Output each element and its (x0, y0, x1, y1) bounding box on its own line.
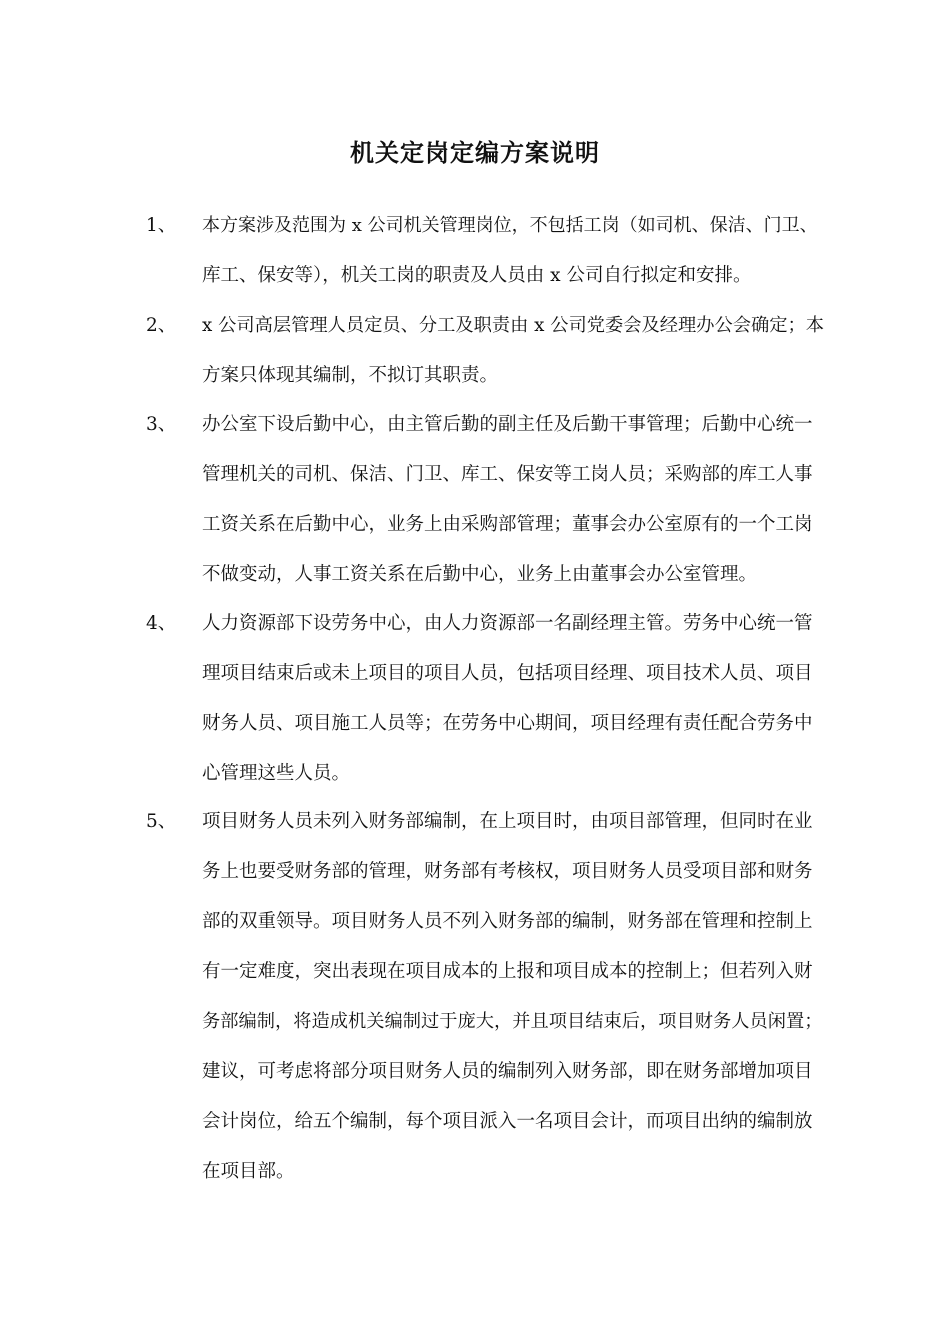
item-line: 财务人员、项目施工人员等；在劳务中心期间，项目经理有责任配合劳务中 (202, 713, 813, 734)
item-line: 本方案涉及范围为 x 公司机关管理岗位，不包括工岗（如司机、保洁、门卫、 (202, 215, 818, 236)
item-line: 方案只体现其编制，不拟订其职责。 (202, 365, 499, 386)
item-number: 5、 (146, 811, 177, 832)
item-line: 建议，可考虑将部分项目财务人员的编制列入财务部，即在财务部增加项目 (202, 1061, 813, 1082)
item-line: 人力资源部下设劳务中心，由人力资源部一名副经理主管。劳务中心统一管 (202, 613, 813, 634)
item-number: 2、 (146, 315, 177, 336)
item-line: 有一定难度，突出表现在项目成本的上报和项目成本的控制上；但若列入财 (202, 961, 813, 982)
item-line: 心管理这些人员。 (202, 763, 351, 784)
item-line: 在项目部。 (202, 1161, 295, 1182)
item-number: 3、 (146, 414, 177, 435)
item-line: 务上也要受财务部的管理，财务部有考核权，项目财务人员受项目部和财务 (202, 861, 813, 882)
item-line: 办公室下设后勤中心，由主管后勤的副主任及后勤干事管理；后勤中心统一 (202, 414, 813, 435)
item-line: 项目财务人员未列入财务部编制，在上项目时，由项目部管理，但同时在业 (202, 811, 813, 832)
item-line: 工资关系在后勤中心，业务上由采购部管理；董事会办公室原有的一个工岗 (202, 514, 813, 535)
item-line: 会计岗位，给五个编制，每个项目派入一名项目会计，而项目出纳的编制放 (202, 1111, 813, 1132)
document-title: 机关定岗定编方案说明 (350, 139, 600, 167)
item-line: 理项目结束后或未上项目的项目人员，包括项目经理、项目技术人员、项目 (202, 663, 813, 684)
item-line: x 公司高层管理人员定员、分工及职责由 x 公司党委会及经理办公会确定；本 (202, 315, 824, 336)
item-line: 库工、保安等），机关工岗的职责及人员由 x 公司自行拟定和安排。 (202, 265, 752, 286)
item-number: 4、 (146, 613, 177, 634)
item-line: 务部编制，将造成机关编制过于庞大，并且项目结束后，项目财务人员闲置； (202, 1011, 823, 1032)
item-line: 部的双重领导。项目财务人员不列入财务部的编制，财务部在管理和控制上 (202, 911, 813, 932)
item-line: 管理机关的司机、保洁、门卫、库工、保安等工岗人员；采购部的库工人事 (202, 464, 813, 485)
item-number: 1、 (146, 215, 177, 236)
item-line: 不做变动，人事工资关系在后勤中心，业务上由董事会办公室管理。 (202, 564, 758, 585)
